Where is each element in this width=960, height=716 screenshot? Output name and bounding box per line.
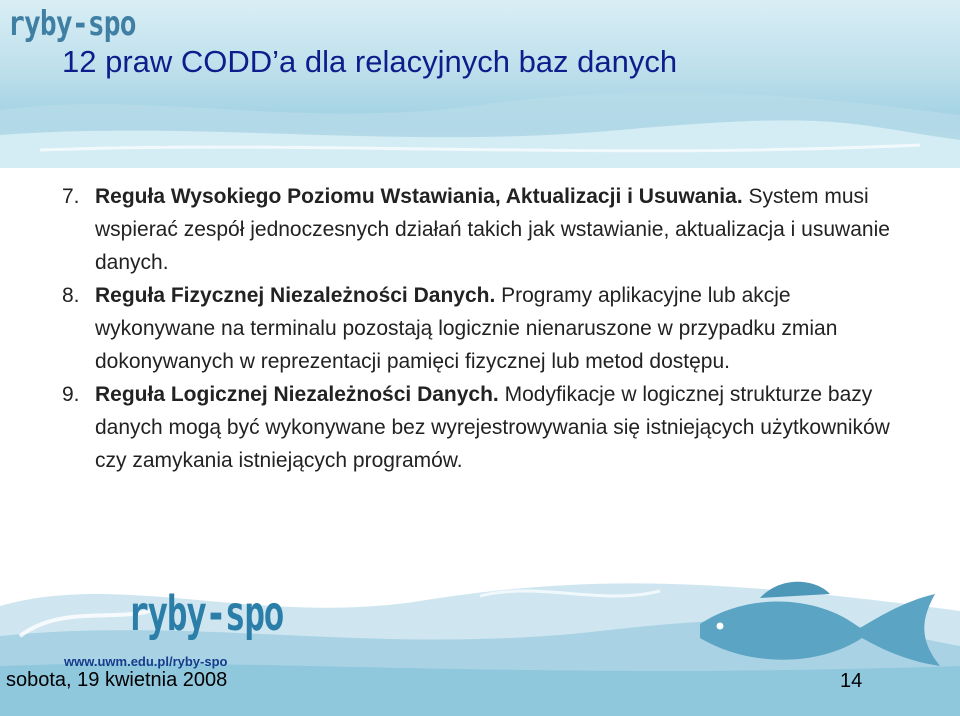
footer-url-link[interactable]: www.uwm.edu.pl/ryby-spo [64, 654, 228, 669]
rule-text [95, 279, 912, 378]
rule-body: Modyfikacje w logicznej strukturze bazy danych mogą być wykonywane bez wyrejestrowywania się istniejących użytkowników czy zamykania istniejących programów. [95, 383, 890, 472]
rule-8 [62, 279, 912, 378]
rule-text [95, 378, 912, 477]
footer-banner [0, 566, 960, 716]
rule-number: 8. [62, 284, 80, 307]
rule-number: 9. [62, 383, 80, 406]
rule-text [95, 180, 912, 279]
rule-7 [62, 180, 912, 279]
rule-number: 7. [62, 185, 80, 208]
page-number: 14 [840, 670, 863, 692]
rule-heading: Reguła Fizycznej Niezależności Danych. [95, 284, 496, 307]
water-background [0, 0, 960, 168]
rule-heading: Reguła Logicznej Niezależności Danych. [95, 383, 499, 406]
header-banner [0, 0, 960, 168]
footer-logo: ryby-spo [128, 586, 283, 642]
rule-heading: Reguła Wysokiego Poziomu Wstawiania, Aktualizacji i Usuwania. [95, 185, 743, 208]
rule-body: System musi wspierać zespół jednoczesnych działań takich jak wstawianie, aktualizacja i usuwanie danych. [95, 185, 890, 274]
rule-body: Programy aplikacyjne lub akcje wykonywane na terminalu pozostają logicznie nienaruszone w przypadku zmian dokonywanych w reprezentacji pamięci fizycznej lub metod dostępu. [95, 284, 838, 373]
page-title: 12 praw CODD’a dla relacyjnych baz danych [62, 44, 678, 79]
rule-9 [62, 378, 912, 477]
footer-date: sobota, 19 kwietnia 2008 [6, 669, 228, 691]
rules-list [62, 180, 912, 477]
header-logo: ryby-spo [8, 4, 136, 44]
